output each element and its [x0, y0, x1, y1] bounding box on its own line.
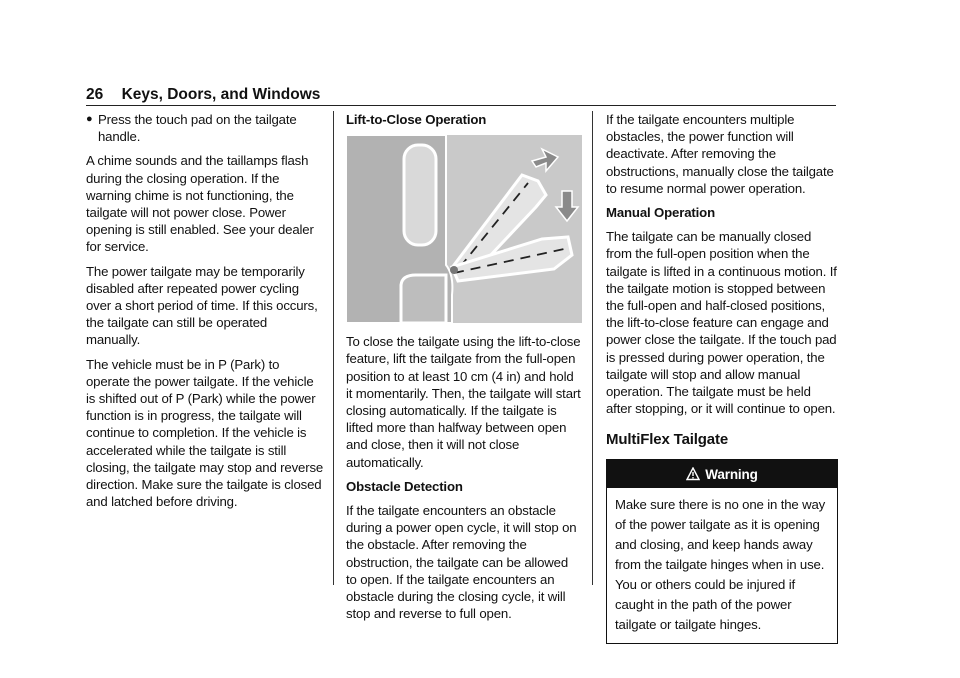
- paragraph: If the tailgate encounters multiple obstacles, the power function will deactivate. After removing the obstructions, manually close the tailgate to resume normal power operation.: [606, 112, 834, 196]
- subheading-manual-operation: Manual Operation: [606, 205, 715, 221]
- page-number: 26: [86, 86, 104, 103]
- warning-title: Warning: [705, 466, 758, 482]
- section-heading-multiflex: MultiFlex Tailgate: [606, 431, 729, 449]
- paragraph: The tailgate can be manually closed from the full-open position when the tailgate is lifted in a continuous motion. If the tailgate motion is stopped between the full-open and half-closed positions, the lift-to-close feature can engage and power close the tailgate. If the touch pad is pressed during power operation, the tailgate will stop and allow manual operation. The tailgate must be held after stopping, or it will continue to open.: [606, 229, 837, 417]
- bullet-item: [86, 111, 324, 145]
- header-rule: [86, 105, 836, 106]
- paragraph: The vehicle must be in P (Park) to operate the power tailgate. If the vehicle is shifted out of P (Park) while the power function is in progress, the tailgate will continue to completion. If the vehicle is accelerated while the tailgate is still closing, the tailgate may stop and reverse direction. Make sure the tailgate is closed and latched before driving.: [86, 356, 324, 510]
- tailgate-illustration: [346, 135, 582, 323]
- hinge-point: [450, 266, 458, 274]
- taillamp: [404, 145, 436, 245]
- warning-box: [606, 459, 838, 644]
- bumper: [401, 275, 446, 323]
- column-1: [86, 111, 324, 517]
- paragraph: The power tailgate may be temporarily disabled after repeated power cycling over a short period of time. If this occurs, the tailgate can still be operated manually.: [86, 263, 318, 348]
- warning-icon: [686, 466, 700, 483]
- paragraph: To close the tailgate using the lift-to-close feature, lift the tailgate from the full-open position to at least 10 cm (4 in) and hold it momentarily. Then, the tailgate will start closing automatically. If the tailgate is lifted more than halfway between open and close, then it will not close automatically.: [346, 334, 581, 470]
- subheading-obstacle-detection: Obstacle Detection: [346, 478, 463, 494]
- paragraph: A chime sounds and the taillamps flash during the closing operation. If the warning chime is not functioning, the tailgate will not power close. Power opening is still enabled. See your dealer for service.: [86, 153, 314, 255]
- column-2: [346, 111, 582, 629]
- column-3: [606, 111, 838, 644]
- subheading-lift-to-close: Lift-to-Close Operation: [346, 112, 487, 127]
- column-divider-2: [592, 111, 593, 585]
- chapter-title: Keys, Doors, and Windows: [121, 86, 321, 103]
- page-header: [86, 86, 320, 104]
- warning-text: Make sure there is no one in the way of the power tailgate as it is opening and closing, and keep hands away from the tailgate hinges when in use. You or others could be injured if caught in the path of the power tailgate or tailgate hinges.: [615, 496, 826, 632]
- bullet-icon: ●: [86, 113, 93, 125]
- paragraph: If the tailgate encounters an obstacle during a power open cycle, it will stop on the obstacle. After removing the obstruction, the tailgate can be allowed to open. If the tailgate encounters an obstacle during the closing cycle, it will stop and reverse to full open.: [346, 503, 577, 622]
- warning-title-bar: [607, 460, 837, 488]
- bullet-text: Press the touch pad on the tailgate handle.: [98, 112, 297, 145]
- column-divider-1: [333, 111, 334, 585]
